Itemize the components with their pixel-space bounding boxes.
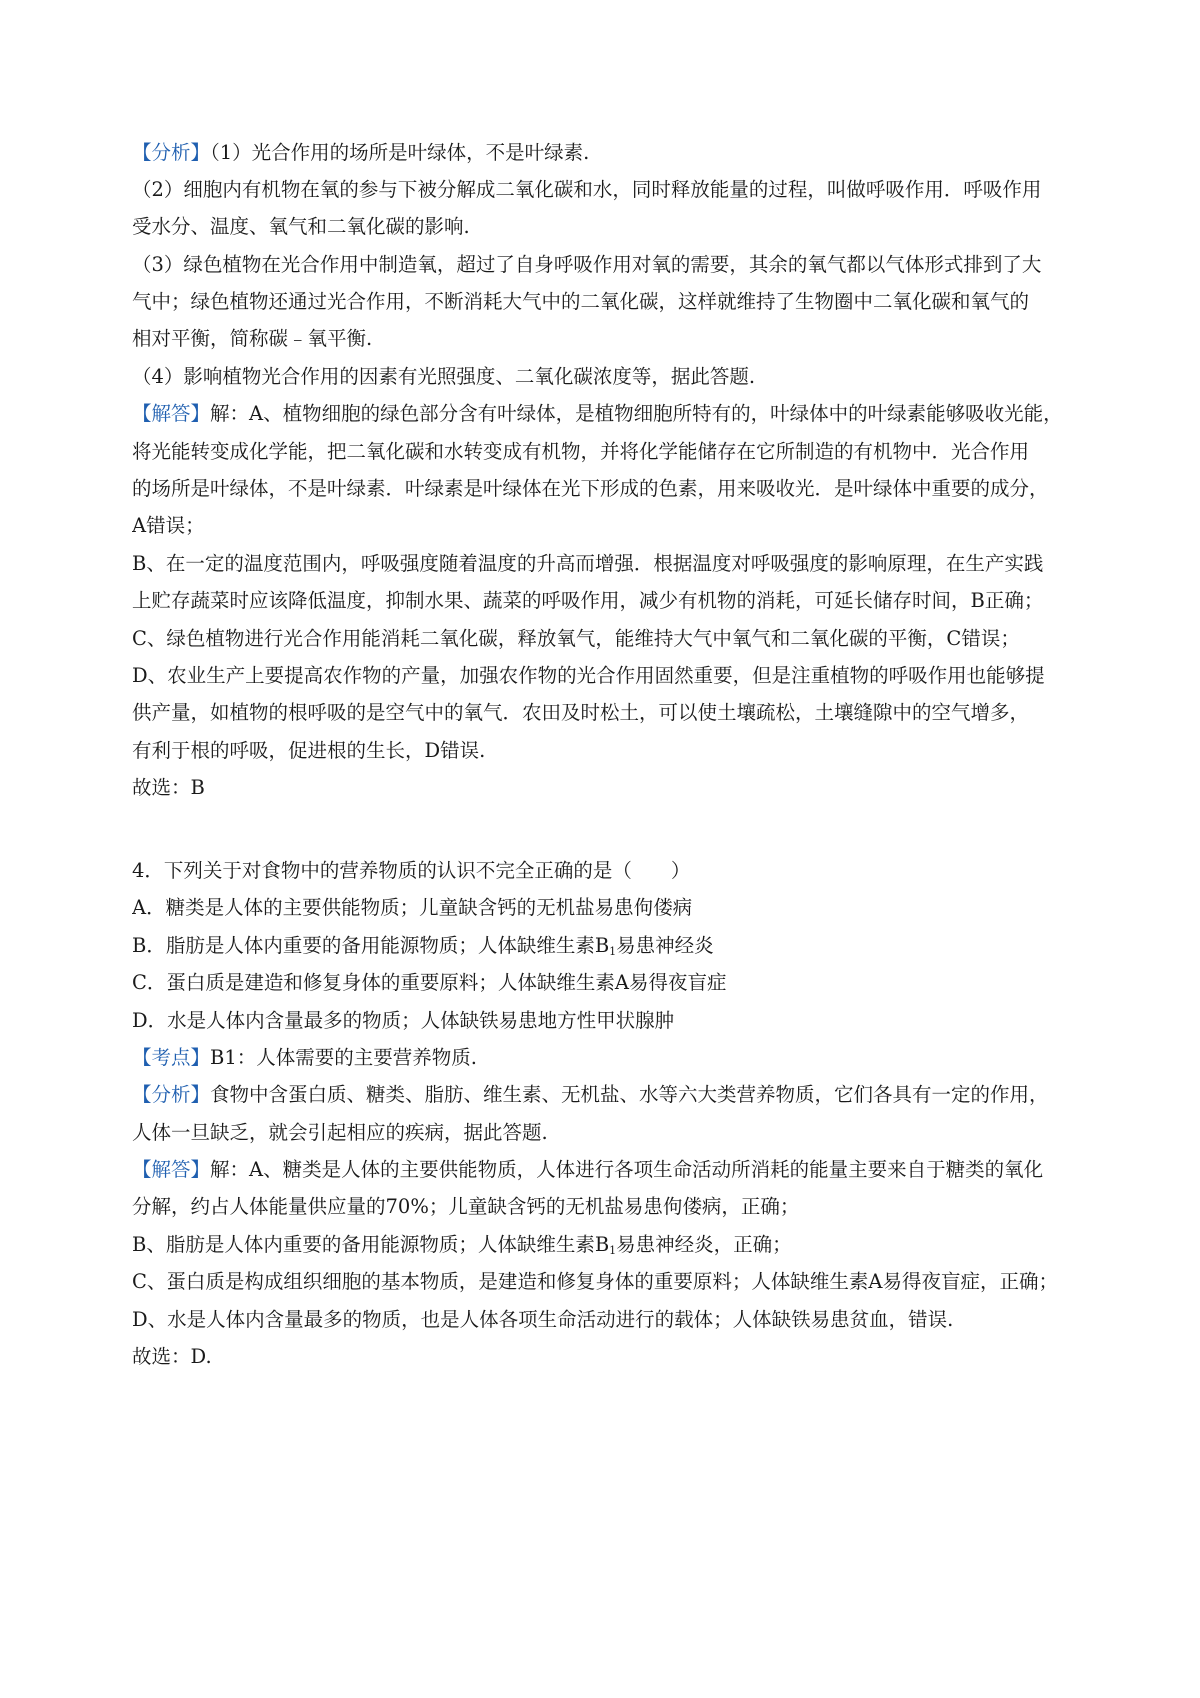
q4-analysis-line-2: 人体一旦缺乏，就会引起相应的疾病，据此答题. (132, 1121, 548, 1144)
q4-answer-line-1: 【解答】解：A、糖类是人体的主要供能物质，人体进行各项生命活动所消耗的能量主要来自于糖类的氧化 (132, 1158, 1044, 1181)
option-d: D．水是人体内含量最多的物质；人体缺铁易患地方性甲状腺肿 (132, 1009, 675, 1032)
q4-answer-line-3: B、脂肪是人体内重要的备用能源物质；人体缺维生素$B_1$易患神经炎，正确； (132, 1233, 792, 1257)
option-a: A．糖类是人体的主要供能物质；儿童缺含钙的无机盐易患佝偻病 (132, 896, 693, 919)
analysis-line-4: （3）绿色植物在光合作用中制造氧，超过了自身呼吸作用对氧的需要，其余的氧气都以气体形式排到了大 (132, 253, 1042, 276)
answer-tag: 【解答】 (132, 402, 211, 425)
q4-answer-line-2: 分解，约占人体能量供应量的70%；儿童缺含钙的无机盐易患佝偻病，正确； (132, 1195, 800, 1218)
analysis-line-1: 【分析】（1）光合作用的场所是叶绿体，不是叶绿素. (132, 141, 590, 164)
answer-line-8: D、农业生产上要提高农作物的产量，加强农作物的光合作用固然重要，但是注重植物的呼吸作用也能够提 (132, 664, 1045, 687)
answer-line-9: 供产量，如植物的根呼吸的是空气中的氧气．农田及时松土，可以使土壤疏松，土壤缝隙中的空气增多， (132, 701, 1030, 724)
q4-choice-line: 故选：D. (132, 1345, 212, 1368)
analysis-line-2: （2）细胞内有机物在氧的参与下被分解成二氧化碳和水，同时释放能量的过程，叫做呼吸作用．呼吸作用 (132, 178, 1042, 201)
q4-answer-line-5: D、水是人体内含量最多的物质，也是人体各项生命活动进行的载体；人体缺铁易患贫血，错误. (132, 1308, 954, 1331)
option-b: B．脂肪是人体内重要的备用能源物质；人体缺维生素$B_1$易患神经炎 (132, 934, 714, 958)
q4-answer-tag: 【解答】 (132, 1158, 211, 1181)
q4-analysis-tag: 【分析】 (132, 1083, 211, 1106)
answer-line-4: A错误； (132, 514, 205, 537)
question-4-stem: 4．下列关于对食物中的营养物质的认识不完全正确的是（ ） (132, 859, 691, 882)
analysis-line-5: 气中；绿色植物还通过光合作用，不断消耗大气中的二氧化碳，这样就维持了生物圈中二氧化碳和氧气的 (132, 290, 1030, 313)
answer-line-5: B、在一定的温度范围内，呼吸强度随着温度的升高而增强．根据温度对呼吸强度的影响原理，在生产实践 (132, 552, 1044, 575)
answer-line-10: 有利于根的呼吸，促进根的生长，D错误. (132, 739, 486, 762)
q4-analysis-line-1: 【分析】食物中含蛋白质、糖类、脂肪、维生素、无机盐、水等六大类营养物质，它们各具有一定的作用， (132, 1083, 1049, 1106)
analysis-line-7: （4）影响植物光合作用的因素有光照强度、二氧化碳浓度等，据此答题. (132, 365, 756, 388)
analysis-line-6: 相对平衡，简称碳﹣氧平衡. (132, 327, 373, 350)
choice-line: 故选：B (132, 776, 205, 799)
answer-line-1: 【解答】解：A、植物细胞的绿色部分含有叶绿体，是植物细胞所特有的，叶绿体中的叶绿素能够吸收光能， (132, 402, 1063, 425)
point-tag: 【考点】 (132, 1046, 211, 1069)
point-line: 【考点】B1：人体需要的主要营养物质. (132, 1046, 477, 1069)
answer-line-7: C、绿色植物进行光合作用能消耗二氧化碳，释放氧气，能维持大气中氧气和二氧化碳的平衡，C错误； (132, 627, 1020, 650)
analysis-tag: 【分析】 (132, 141, 211, 164)
q4-answer-line-4: C、蛋白质是构成组织细胞的基本物质，是建造和修复身体的重要原料；人体缺维生素A易得夜盲症，正确； (132, 1270, 1059, 1293)
analysis-line-3: 受水分、温度、氧气和二氧化碳的影响. (132, 215, 470, 238)
answer-line-6: 上贮存蔬菜时应该降低温度，抑制水果、蔬菜的呼吸作用，减少有机物的消耗，可延长储存时间，B正确； (132, 589, 1044, 612)
answer-line-2: 将光能转变成化学能，把二氧化碳和水转变成有机物，并将化学能储存在它所制造的有机物中．光合作用 (132, 440, 1030, 463)
option-c: C．蛋白质是建造和修复身体的重要原料；人体缺维生素A易得夜盲症 (132, 971, 727, 994)
answer-line-3: 的场所是叶绿体，不是叶绿素．叶绿素是叶绿体在光下形成的色素，用来吸收光．是叶绿体中重要的成分， (132, 477, 1049, 500)
